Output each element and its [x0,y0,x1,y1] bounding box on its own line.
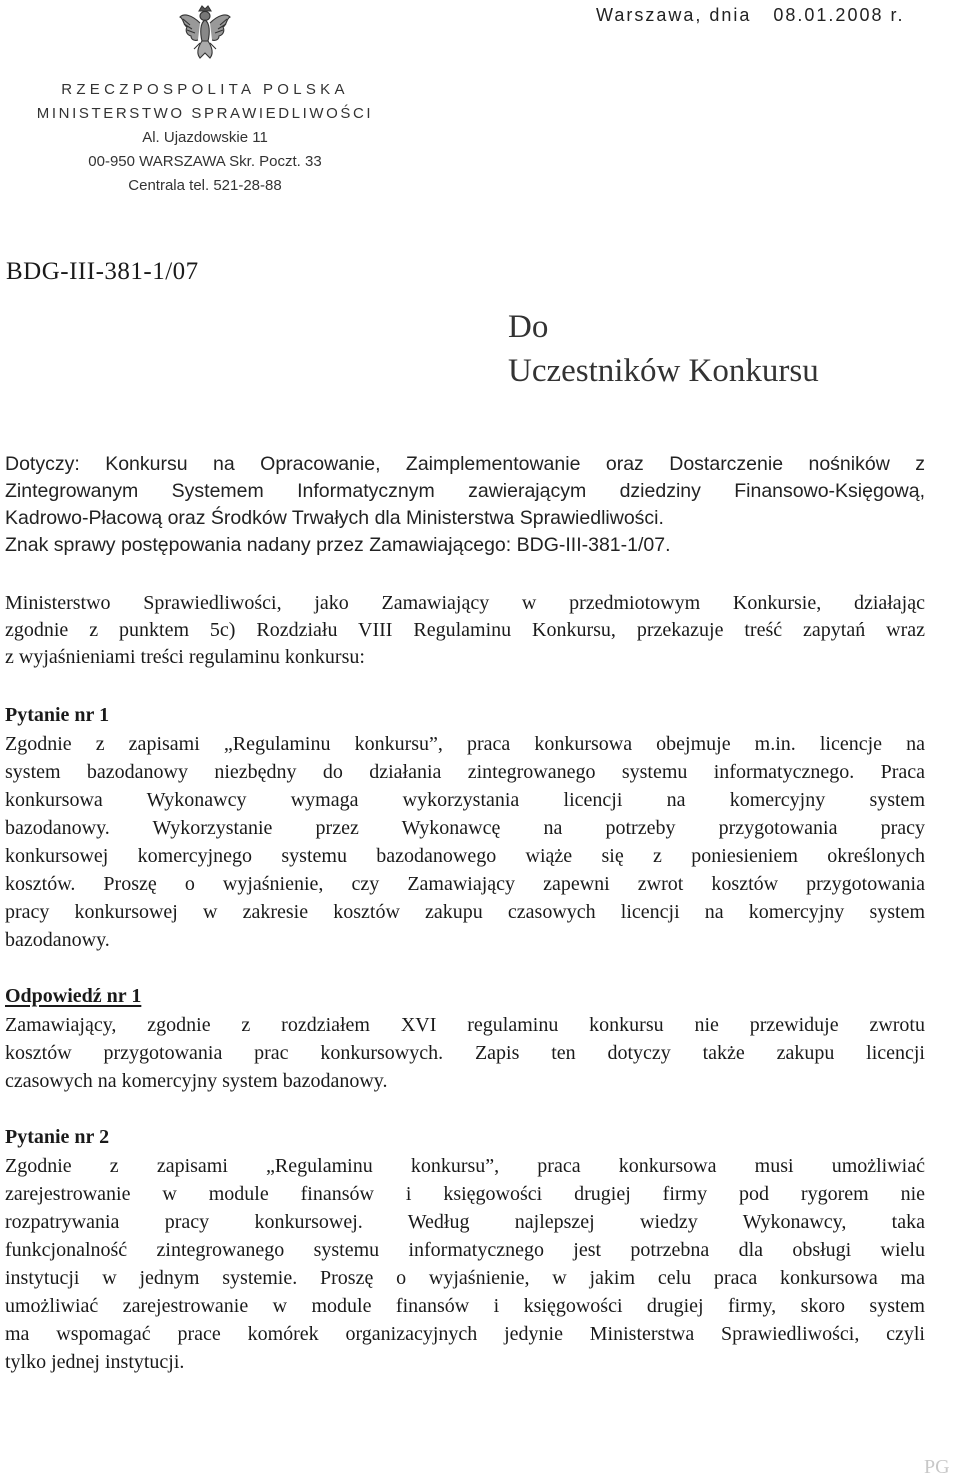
polish-eagle-emblem [178,3,232,61]
question-1-line: konkursowej komercyjnego systemu bazodanowego wiąże się z poniesieniem określonych [5,845,925,867]
question-2-line: umożliwiać zarejestrowanie w module finansów i księgowości drugiej firmy, skoro system [5,1295,925,1317]
question-1-line: system bazodanowy niezbędny do działania zintegrowanego systemu informatycznego. Praca [5,761,925,783]
question-1-line: pracy konkursowej w zakresie kosztów zakupu czasowych licencji na komercyjny system [5,901,925,923]
question-2-line: instytucji w jednym systemie. Proszę o wyjaśnienie, w jakim celu praca konkursowa ma [5,1267,925,1289]
subject-line: Kadrowo-Płacową oraz Środków Trwałych dla Ministerstwa Sprawiedliwości. [5,507,664,529]
question-2-line: tylko jednej instytucji. [5,1351,185,1373]
document-date: 08.01.2008 r. [773,5,905,25]
question-1-line: konkursowa Wykonawcy wymaga wykorzystania licencji na komercyjny system [5,789,925,811]
question-1-line: bazodanowy. [5,929,110,951]
addressee-name: Uczestników Konkursu [508,353,819,389]
question-2-line: Zgodnie z zapisami „Regulaminu konkursu”, praca konkursowa musi umożliwiać [5,1155,925,1177]
place-label: Warszawa, dnia [596,5,752,25]
subject-line: Znak sprawy postępowania nadany przez Zamawiającego: BDG-III-381-1/07. [5,534,671,556]
answer-1-line: kosztów przygotowania prac konkursowych. Zapis ten dotyczy także zakupu licencji [5,1042,925,1064]
answer-1-heading: Odpowiedź nr 1 [5,985,142,1007]
ministry-address-block [0,78,410,198]
question-2-line: ma wspomagać prace komórek organizacyjnych jedynie Ministerstwa Sprawiedliwości, czyli [5,1323,925,1345]
question-1-heading: Pytanie nr 1 [5,704,110,726]
question-2-line: rozpatrywania pracy konkursowej. Według najlepszej wiedzy Wykonawcy, taka [5,1211,925,1233]
question-1-line: Zgodnie z zapisami „Regulaminu konkursu”, praca konkursowa obejmuje m.in. licencje na [5,733,925,755]
case-reference: BDG-III-381-1/07 [6,258,199,285]
question-2-heading: Pytanie nr 2 [5,1126,110,1148]
question-2-line: funkcjonalność zintegrowanego systemu informatycznego jest potrzebna dla obsługi wielu [5,1239,925,1261]
question-1-line: kosztów. Proszę o wyjaśnienie, czy Zamawiający zapewni zwrot kosztów przygotowania [5,873,925,895]
street-address: Al. Ujazdowskie 11 [142,129,268,146]
subject-line: Zintegrowanym Systemem Informatycznym zawierającym dziedziny Finansowo-Księgową, [5,480,925,502]
addressee-block [508,305,819,393]
question-2-line: zarejestrowanie w module finansów i księgowości drugiej firmy pod rygorem nie [5,1183,925,1205]
postal-address: 00-950 WARSZAWA Skr. Poczt. 33 [88,153,322,170]
subject-line: Dotyczy: Konkursu na Opracowanie, Zaimplementowanie oraz Dostarczenie nośników z [5,453,925,475]
addressee-to: Do [508,309,549,345]
answer-1-line: Zamawiający, zgodnie z rozdziałem XVI regulaminu konkursu nie przewiduje zwrotu [5,1014,925,1036]
intro-line: zgodnie z punktem 5c) Rozdziału VIII Regulaminu Konkursu, przekazuje treść zapytań wraz [5,619,925,641]
intro-line: Ministerstwo Sprawiedliwości, jako Zamawiający w przedmiotowym Konkursie, działając [5,592,925,614]
phone-line: Centrala tel. 521-28-88 [128,177,282,194]
footer-watermark: PG [924,1456,950,1478]
answer-1-line: czasowych na komercyjny system bazodanowy. [5,1070,388,1092]
country-name: RZECZPOSPOLITA POLSKA [61,81,349,98]
intro-line: z wyjaśnieniami treści regulaminu konkursu: [5,646,365,668]
question-1-line: bazodanowy. Wykorzystanie przez Wykonawcę na potrzeby przygotowania pracy [5,817,925,839]
ministry-name: MINISTERSTWO SPRAWIEDLIWOŚCI [36,105,374,122]
place-date-line [596,5,904,26]
